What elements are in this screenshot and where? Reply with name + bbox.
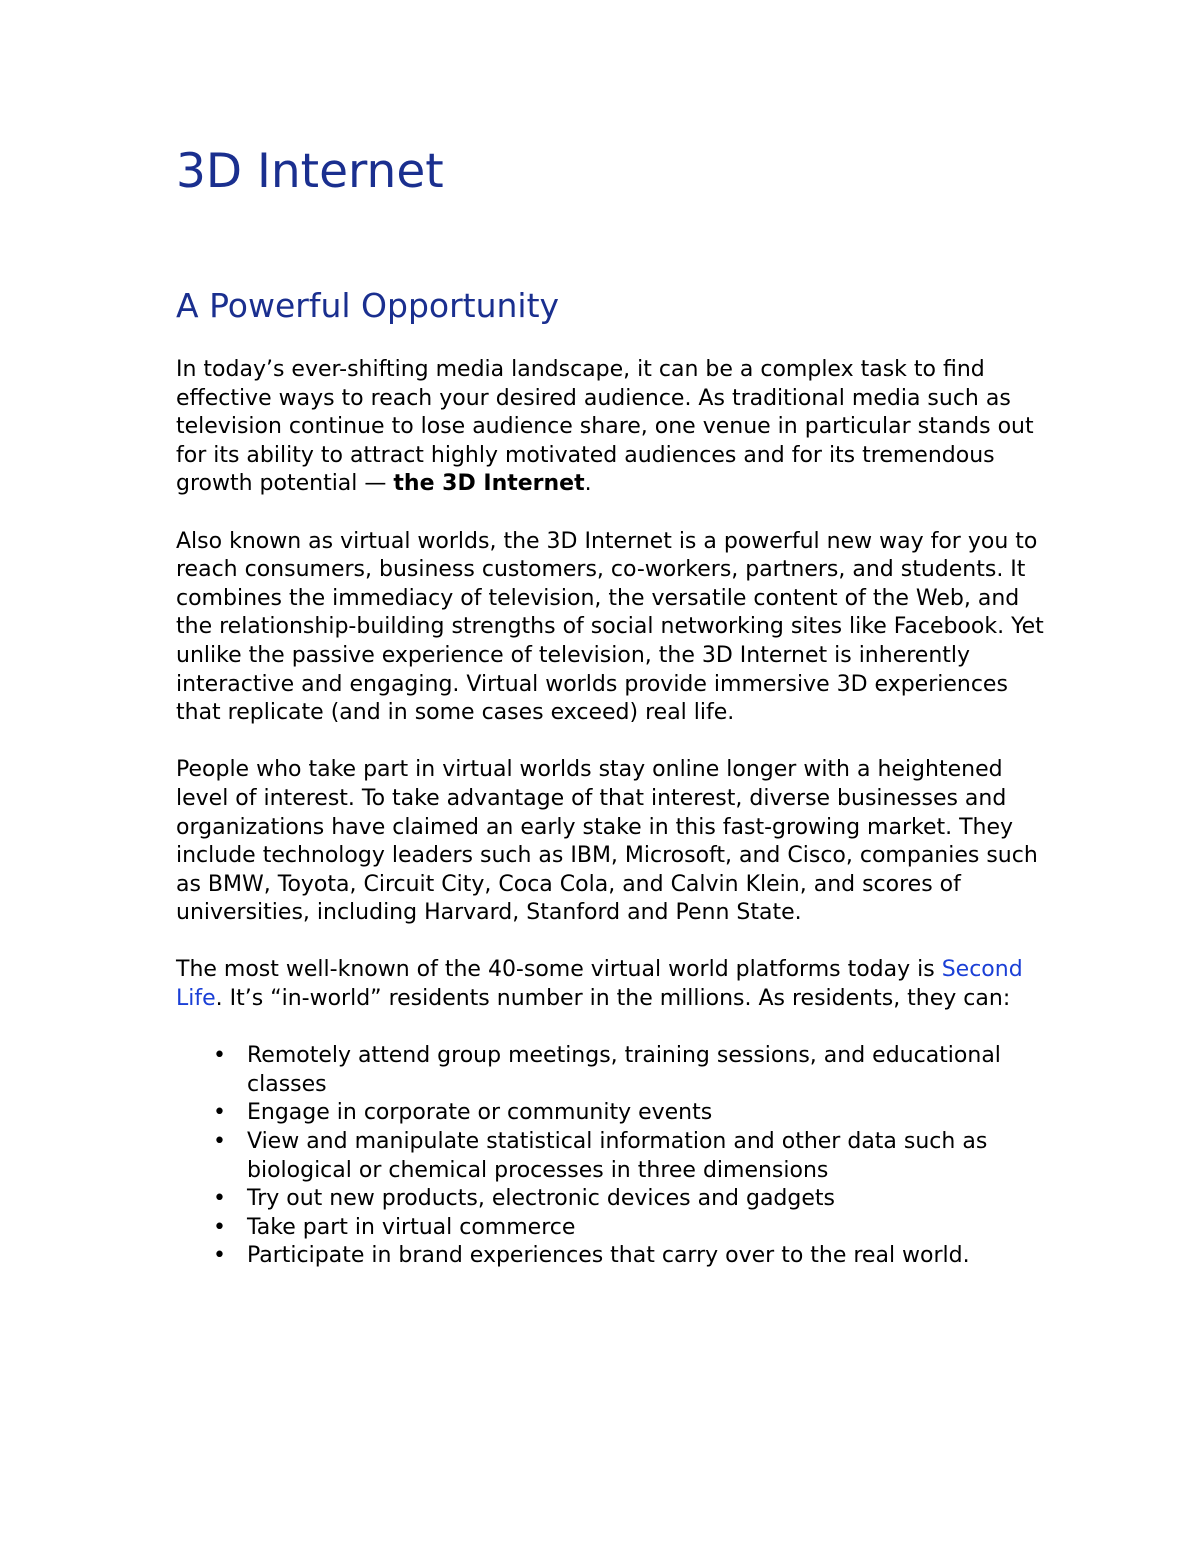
document-title: 3D Internet <box>176 144 444 199</box>
paragraph-businesses: People who take part in virtual worlds stay online longer with a heightened level of interest. To take advantage of that interest, diverse businesses and organizations have claimed an early stake in this fast-growing market. They include technology leaders such as IBM, Microsoft, and Cisco, companies such as BMW, Toyota, Circuit City, Coca Cola, and Calvin Klein, and scores of universities, including Harvard, Stanford and Penn State. <box>176 757 1038 926</box>
list-item-text: Participate in brand experiences that carry over to the real world. <box>247 1243 970 1269</box>
document-body <box>176 356 1046 1271</box>
second-life-link[interactable]: Second Life <box>176 957 1023 1012</box>
list-item-text: Try out new products, electronic devices and gadgets <box>247 1186 835 1212</box>
resident-activities-list <box>176 1042 1046 1271</box>
paragraph-second-life-after: . It’s “in-world” residents number in the millions. As residents, they can: <box>215 986 1011 1012</box>
paragraph-intro-emphasis: the 3D Internet <box>393 471 585 497</box>
list-item-text: Remotely attend group meetings, training sessions, and educational classes <box>247 1043 1001 1097</box>
bullet-icon: • <box>213 1129 226 1155</box>
bullet-icon: • <box>213 1100 226 1126</box>
list-item <box>176 1042 1046 1099</box>
list-item <box>176 1185 1046 1214</box>
paragraph-second-life <box>176 956 1046 1013</box>
list-item-text: View and manipulate statistical information and other data such as biological or chemical processes in three dimensions <box>247 1129 988 1183</box>
list-item-text: Engage in corporate or community events <box>247 1100 713 1126</box>
bullet-icon: • <box>213 1243 226 1269</box>
section-subtitle: A Powerful Opportunity <box>176 286 560 325</box>
list-item <box>176 1128 1046 1185</box>
bullet-icon: • <box>213 1186 226 1212</box>
paragraph-virtual-worlds: Also known as virtual worlds, the 3D Internet is a powerful new way for you to reach consumers, business customers, co-workers, partners, and students. It combines the immediacy of television, the versatile content of the Web, and the relationship-building strengths of social networking sites like Facebook. Yet unlike the passive experience of television, the 3D Internet is inherently interactive and engaging. Virtual worlds provide immersive 3D experiences that replicate (and in some cases exceed) real life. <box>176 528 1044 726</box>
list-item <box>176 1099 1046 1128</box>
paragraph-intro-text: In today’s ever-shifting media landscape, it can be a complex task to find effective ways to reach your desired audience. As traditional media such as television continue to lose audience share, one venue in particular stands out for its ability to attract highly motivated audiences and for its tremendous growth potential — <box>176 357 1034 497</box>
bullet-icon: • <box>213 1214 226 1240</box>
list-item <box>176 1242 1046 1271</box>
bullet-icon: • <box>213 1043 226 1069</box>
paragraph-intro-end: . <box>584 471 592 497</box>
paragraph-intro <box>176 356 1046 499</box>
paragraph-second-life-before: The most well-known of the 40-some virtual world platforms today is <box>176 957 942 983</box>
list-item-text: Take part in virtual commerce <box>247 1214 576 1240</box>
list-item <box>176 1214 1046 1243</box>
